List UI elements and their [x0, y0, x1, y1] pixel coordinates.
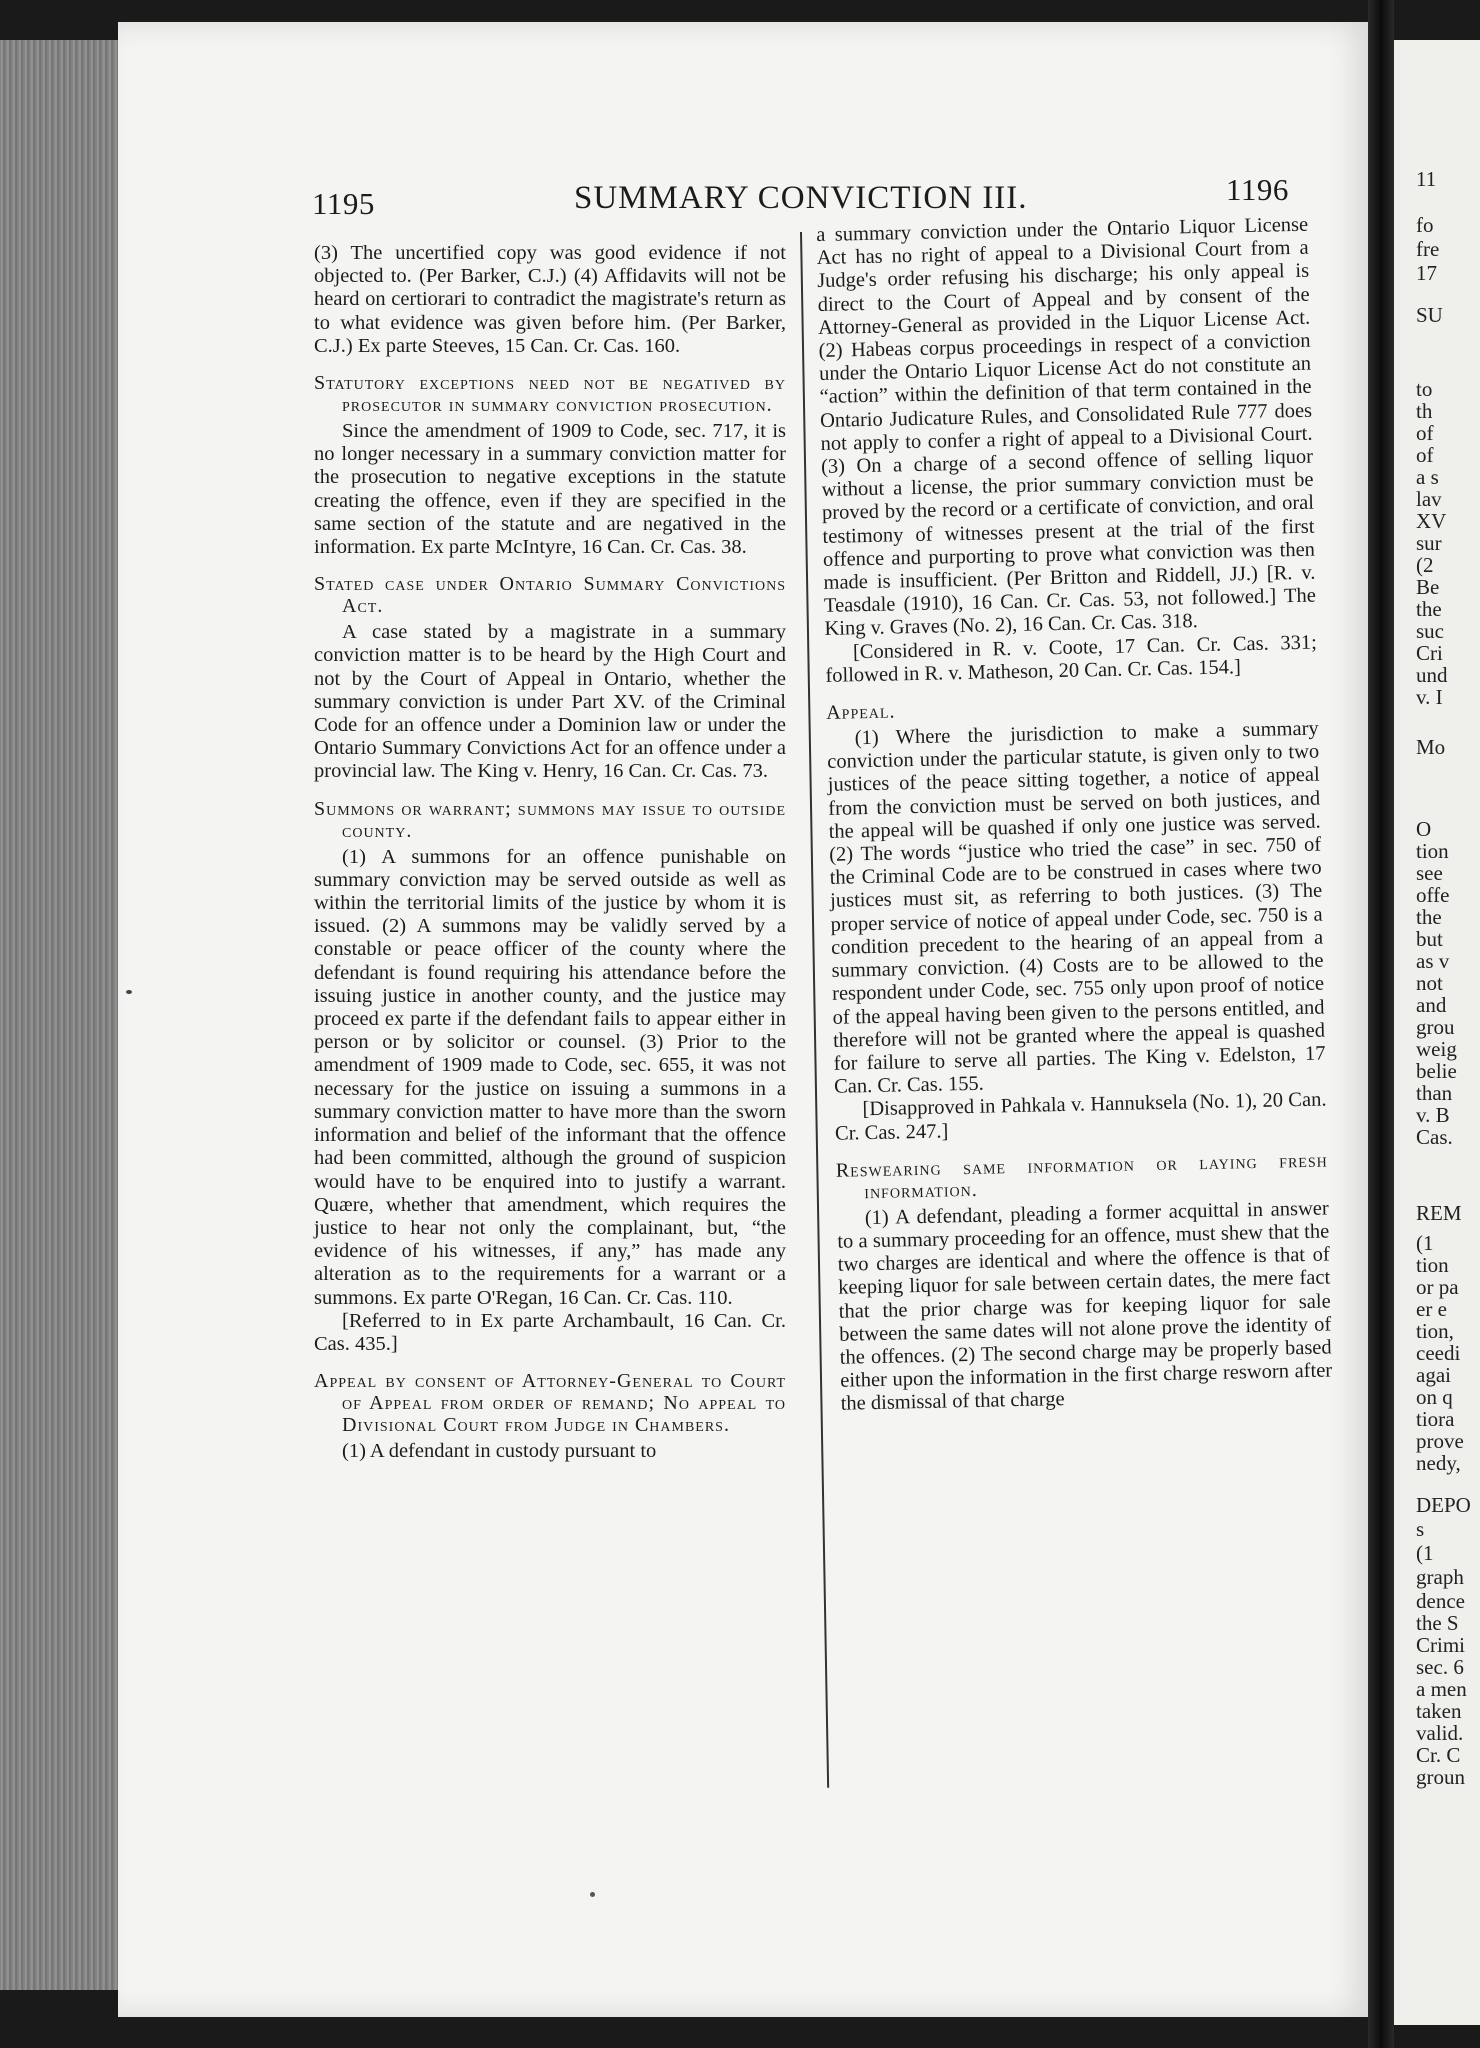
next-page-fragment: und: [1416, 663, 1448, 687]
next-page-fragment: or pa: [1416, 1275, 1459, 1299]
next-page-fragment: dence: [1416, 1589, 1465, 1613]
page-number-right: 1196: [1226, 172, 1289, 207]
section-heading: Summons or warrant; summons may issue to outside county.: [314, 797, 786, 842]
next-page-fragment: the: [1416, 905, 1442, 929]
next-page-fragment: Cas.: [1416, 1125, 1453, 1149]
next-page-fragment: 11: [1416, 167, 1437, 191]
paragraph: A case stated by a magistrate in a summary conviction matter is to be heard by the High Court and not by the Court of Appeal in Ontario, whether the summary conviction is under Part XV. of the Criminal Code for an offence under a Dominion law or under the Ontario Summary Convictions Act for an offence under a provincial law. The King v. Henry, 16 Can. Cr. Cas. 73.: [314, 621, 786, 783]
next-page-edge: [1394, 40, 1480, 2025]
next-page-fragment: v. B: [1416, 1103, 1450, 1127]
paragraph: (1) Where the jurisdiction to make a summary conviction under the particular statute, is given only to two justices of the peace sitting together, a notice of appeal from the conviction must be served on both justices, and the appeal will be quashed if only one justice was served. (2) The words “justice who tried the case” in sec. 750 of the Criminal Code are to be construed in cases where two justices must sit, as referring to both justices. (3) The proper service of notice of appeal under Code, sec. 750 is a condition precedent to the hearing of an appeal from a summary conviction. (4) Costs are to be allowed to the respondent under Code, sec. 755 only upon proof of notice of the appeal having been given to the persons entitled, and therefore will not be granted where the appeal is quashed for failure to serve all parties. The King v. Edelston, 17 Can. Cr. Cas. 155.: [827, 717, 1326, 1098]
paragraph: (3) The uncertified copy was good evidence if not objected to. (Per Barker, C.J.) (4) Affidavits will not be heard on certiorari to contradict the magistrate's return as to what evidence was given before him. (Per Barker, C.J.) Ex parte Steeves, 15 Can. Cr. Cas. 160.: [314, 242, 786, 357]
next-page-fragment: but: [1416, 927, 1443, 951]
next-page-fragment: SU: [1416, 303, 1443, 327]
next-page-fragment: nedy,: [1416, 1451, 1461, 1475]
next-page-fragment: (1: [1416, 1541, 1434, 1565]
next-page-fragment: a men: [1416, 1677, 1467, 1701]
next-page-fragment: fo: [1416, 213, 1434, 237]
next-page-fragment: er e: [1416, 1297, 1447, 1321]
section-heading: Reswearing same information or laying fresh information.: [835, 1149, 1328, 1203]
next-page-fragment: (1: [1416, 1231, 1434, 1255]
paragraph: (1) A defendant in custody pursuant to: [342, 1440, 657, 1463]
next-page-fragment: 17: [1416, 261, 1437, 285]
next-page-fragment: fre: [1416, 237, 1440, 261]
next-page-fragment: DEPO: [1416, 1493, 1471, 1517]
next-page-fragment: groun: [1416, 1765, 1465, 1789]
left-column: [314, 242, 786, 1463]
next-page-fragment: weig: [1416, 1037, 1457, 1061]
next-page-fragment: REM: [1416, 1201, 1462, 1225]
next-page-fragment: Cr. C: [1416, 1743, 1461, 1767]
section-heading: Statutory exceptions need not be negatived by prosecutor in summary conviction prosecution.: [314, 372, 786, 417]
next-page-fragment: Mo: [1416, 735, 1446, 759]
right-column: [816, 214, 1333, 1417]
next-page-fragment: tion: [1416, 1253, 1449, 1277]
book-gutter: [1368, 0, 1394, 2048]
next-page-fragment: ceedi: [1416, 1341, 1461, 1365]
ink-dot: [590, 1892, 595, 1897]
next-page-fragment: graph: [1416, 1565, 1464, 1589]
next-page-fragment: of: [1416, 443, 1434, 467]
ink-speck: [126, 990, 132, 994]
next-page-fragment: XV: [1416, 509, 1447, 533]
next-page-fragment: sec. 6: [1416, 1655, 1464, 1679]
paragraph: a summary conviction under the Ontario Liquor License Act has no right of appeal to a Divisional Court from a Judge's order refusing his discharge; his only appeal is direct to the Court of Appeal and by consent of the Attorney-General as provided in the Liquor License Act. (2) Habeas corpus proceedings in respect of a conviction under the Ontario Liquor License Act do not constitute an “action” within the definition of that term contained in the Ontario Judicature Rules, and Consolidated Rule 777 does not apply to confer a right of appeal to a Divisional Court. (3) On a charge of a second offence of selling liquor without a license, the prior summary conviction must be proved by the record or a certificate of conviction, and oral testimony of witnesses present at the trial of the first offence and purporting to prove what conviction was then made is insufficient. (Per Britton and Riddell, JJ.) [R. v. Teasdale (1910), 16 Can. Cr. Cas. 53, not followed.] The King v. Graves (No. 2), 16 Can. Cr. Cas. 318.: [816, 213, 1317, 641]
next-page-fragment: O: [1416, 817, 1432, 841]
paragraph: (1) A summons for an offence punishable on summary conviction may be served outside as well as within the territorial limits of the justice by whom it is issued. (2) A summons may be validly served by a constable or peace officer of the county where the defendant is found requiring his attendance before the issuing justice in another county, and the justice may proceed ex parte if the defendant fails to appear either in person or by solicitor or counsel. (3) Prior to the amendment of 1909 made to Code, sec. 655, it was not necessary for the justice on issuing a summons in a summary conviction matter to have more than the sworn information and belief of the informant that the offence had been committed, although the ground of suspicion would have to be enquired into to justify a warrant. Quære, whether that amendment, which requires the justice to hear not only the complainant, but, “the evidence of his witnesses, if any,” has made any alteration as to the requirements for a warrant or a summons. Ex parte O'Regan, 16 Can. Cr. Cas. 110.: [314, 845, 786, 1309]
section-heading: Appeal by consent of Attorney-General to Court of Appeal from order of remand; No appeal to Divisional Court from Judge in Chambers.: [314, 1370, 786, 1437]
next-page-fragment: to: [1416, 377, 1433, 401]
next-page-fragment: a s: [1416, 465, 1439, 489]
next-page-fragment: th: [1416, 399, 1433, 423]
next-page-fragment: s: [1416, 1517, 1425, 1541]
next-page-fragment: on q: [1416, 1385, 1453, 1409]
page-number-left: 1195: [312, 186, 375, 221]
next-page-fragment: sur: [1416, 531, 1442, 555]
next-page-fragment: see: [1416, 861, 1443, 885]
paragraph: Since the amendment of 1909 to Code, sec. 717, it is no longer necessary in a summary conviction matter for the prosecution to negative exceptions in the statute creating the offence, even if they are specified in the same section of the statute and are negatived in the information. Ex parte McIntyre, 16 Can. Cr. Cas. 38.: [314, 420, 786, 559]
next-page-fragment: v. I: [1416, 685, 1443, 709]
next-page-fragment: grou: [1416, 1015, 1455, 1039]
next-page-fragment: and: [1416, 993, 1447, 1017]
next-page-fragment: suc: [1416, 619, 1444, 643]
section-heading: Appeal.: [826, 700, 896, 724]
next-page-fragment: agai: [1416, 1363, 1451, 1387]
next-page-fragment: not: [1416, 971, 1443, 995]
next-page-fragment: tiora: [1416, 1407, 1455, 1431]
next-page-fragment: as v: [1416, 949, 1450, 973]
next-page-fragment: Cri: [1416, 641, 1443, 665]
next-page-fragment: valid.: [1416, 1721, 1464, 1745]
next-page-fragment: tion: [1416, 839, 1449, 863]
next-page-fragment: prove: [1416, 1429, 1464, 1453]
next-page-fragment: offe: [1416, 883, 1450, 907]
next-page-fragment: taken: [1416, 1699, 1462, 1723]
next-page-fragment: lav: [1416, 487, 1442, 511]
page-stack-edge: [0, 40, 120, 1990]
next-page-fragment: the S: [1416, 1611, 1459, 1635]
citation-note: [Referred to in Ex parte Archambault, 16 Can. Cr. Cas. 435.]: [314, 1309, 786, 1355]
next-page-fragment: of: [1416, 421, 1434, 445]
citation-note: [Considered in R. v. Coote, 17 Can. Cr. Cas. 331; followed in R. v. Matheson, 20 Can. Cr. Cas. 154.]: [825, 631, 1318, 687]
citation-note: [Disapproved in Pahkala v. Hannuksela (No. 1), 20 Can. Cr. Cas. 247.]: [834, 1088, 1327, 1145]
next-page-fragment: Crimi: [1416, 1633, 1466, 1657]
next-page-fragment: Be: [1416, 575, 1440, 599]
next-page-fragment: the: [1416, 597, 1442, 621]
section-heading: Stated case under Ontario Summary Convictions Act.: [314, 573, 786, 618]
next-page-fragment: belie: [1416, 1059, 1457, 1083]
next-page-fragment: tion,: [1416, 1319, 1454, 1343]
next-page-fragment: than: [1416, 1081, 1453, 1105]
paragraph: (1) A defendant, pleading a former acquittal in answer to a summary proceeding for an offence, must shew that the two charges are identical and where the offence is that of keeping liquor for sale between certain dates, the mere fact that the prior charge was for keeping liquor for sale between the same dates will not alone prove the identity of the offences. (2) The second charge may be properly based either upon the information in the first charge resworn after the dismissal of that charge: [837, 1197, 1333, 1416]
running-head: SUMMARY CONVICTION III.: [574, 180, 1028, 216]
next-page-fragment: (2: [1416, 553, 1434, 577]
